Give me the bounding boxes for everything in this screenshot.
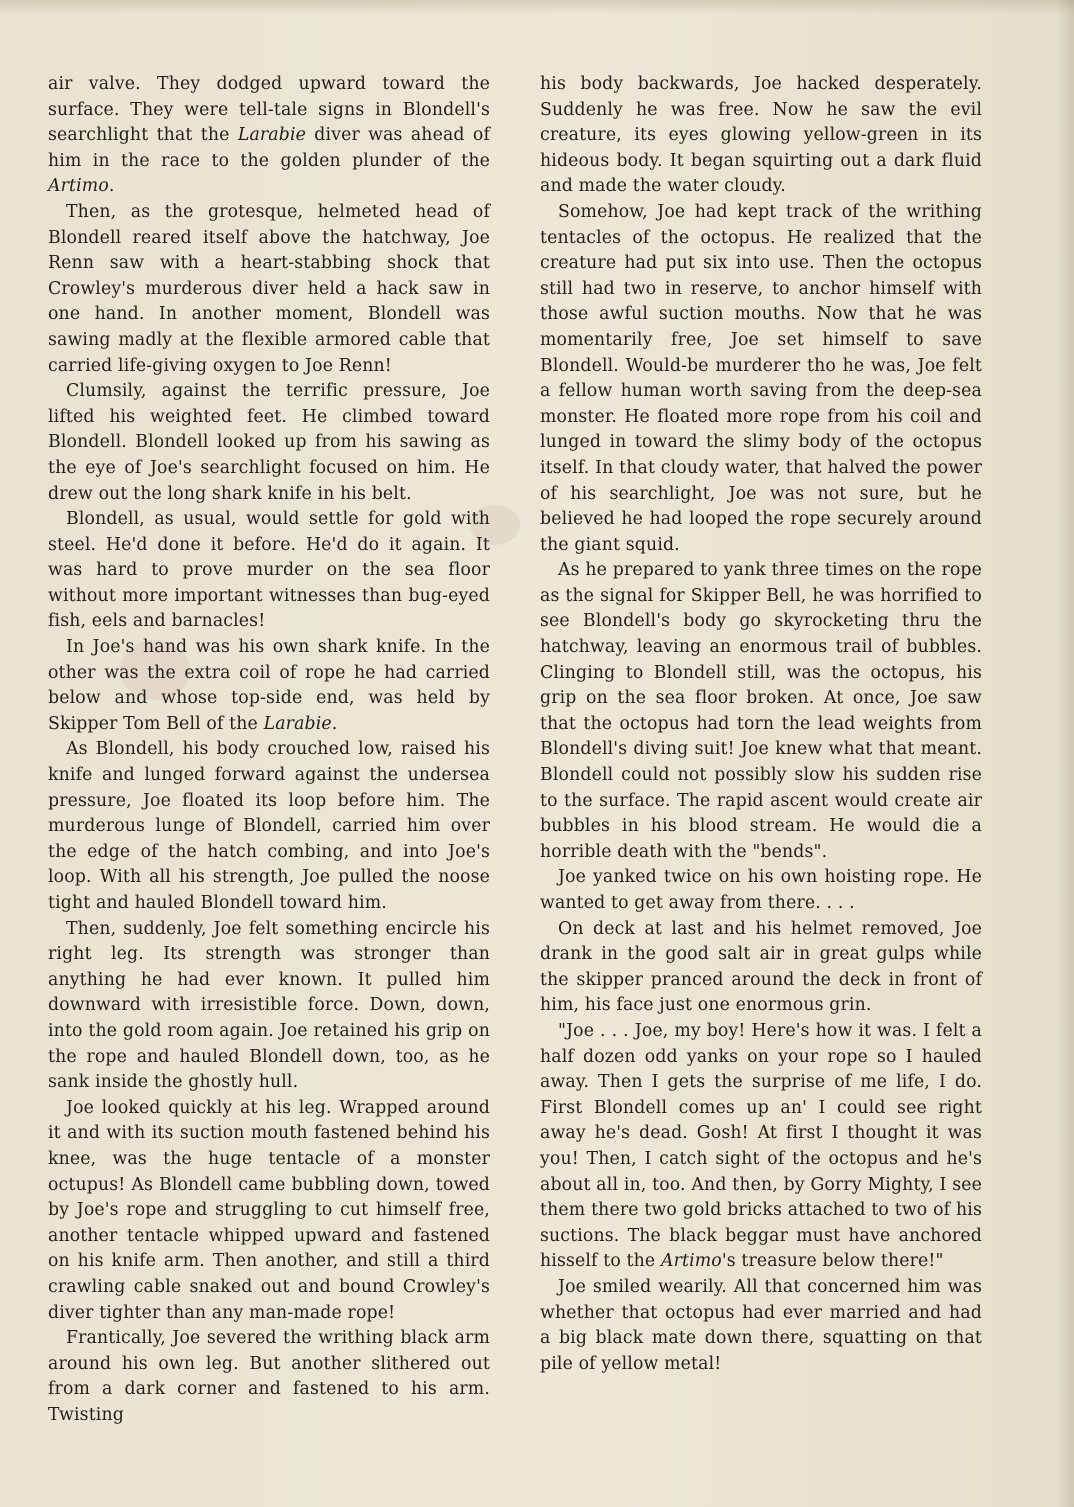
right-text-column (540, 72, 982, 1377)
paragraph: air valve. They dodged upward toward the surface. They were tell-tale signs in Blondell's searchlight that the Larabie diver was ahead of him in the race to the golden plunder of the Artimo. (48, 74, 491, 197)
left-text-column (48, 72, 490, 1428)
paragraph: Joe looked quickly at his leg. Wrapped around it and with its suction mouth fastened behind his knee, was the huge tentacle of a monster octupus! As Blondell came bubbling down, towed by Joe's rope and struggling to cut himself free, another tentacle whipped upward and fastened on his knife arm. Then another, and still a third crawling cable snaked out and bound Crowley's diver tighter than any man-made rope! (48, 1097, 490, 1323)
paragraph: Joe smiled wearily. All that concerned him was whether that octopus had ever married and had a big black mate down there, squatting on that pile of yellow metal! (540, 1276, 982, 1374)
paragraph: On deck at last and his helmet removed, Joe drank in the good salt air in great gulps while the skipper pranced around the deck in front of him, his face just one enormous grin. (540, 918, 982, 1016)
paragraph: Joe yanked twice on his own hoisting rope. He wanted to get away from there. . . . (540, 867, 982, 913)
page-edge-shadow (1056, 0, 1074, 1507)
paragraph: Clumsily, against the terrific pressure, Joe lifted his weighted feet. He climbed toward Blondell. Blondell looked up from his sawing as the eye of Joe's searchlight focused on him. He drew out the long shark knife in his belt. (48, 381, 490, 504)
paragraph: As he prepared to yank three times on the rope as the signal for Skipper Bell, he was horrified to see Blondell's body go skyrocketing thru the hatchway, leaving an enormous trail of bubbles. Clinging to Blondell still, was the octopus, his grip on the sea floor broken. At once, Joe saw that the octopus had torn the lead weights from Blondell's diving suit! Joe knew what that meant. Blondell could not possibly slow his sudden rise to the surface. The rapid ascent would create air bubbles in his blood stream. He would die a horrible death with the "bends". (540, 560, 982, 862)
paragraph: "Joe . . . Joe, my boy! Here's how it was. I felt a half dozen odd yanks on your rope so I hauled away. Then I gets the surprise of me life, I do. First Blondell comes up an' I could see right away he's dead. Gosh! At first I thought it was you! Then, I catch sight of the octopus and he's about all in, too. And then, by Gorry Mighty, I see them there two gold bricks attached to two of his suctions. The black beggar must have anchored hisself to the Artimo's treasure below there!" (540, 1020, 982, 1272)
paragraph: In Joe's hand was his own shark knife. In the other was the extra coil of rope he had carried below and whose top-side end, was held by Skipper Tom Bell of the Larabie. (48, 637, 490, 734)
page-top-shadow (0, 0, 1074, 14)
paragraph: Blondell, as usual, would settle for gold with steel. He'd done it before. He'd do it again. It was hard to prove murder on the sea floor without more important witnesses than bug-eyed fish, eels and barnacles! (48, 509, 490, 632)
paragraph: Frantically, Joe severed the writhing black arm around his own leg. But another slithered out from a dark corner and fastened to his arm. Twisting (48, 1328, 490, 1425)
paragraph: As Blondell, his body crouched low, raised his knife and lunged forward against the undersea pressure, Joe floated its loop before him. The murderous lunge of Blondell, carried him over the edge of the hatch combing, and into Joe's loop. With all his strength, Joe pulled the noose tight and hauled Blondell toward him. (48, 739, 490, 913)
paragraph: his body backwards, Joe hacked desperately. Suddenly he was free. Now he saw the evil creature, its eyes glowing yellow-green in its hideous body. It began squirting out a dark fluid and made the water cloudy. (540, 74, 982, 197)
paragraph: Somehow, Joe had kept track of the writhing tentacles of the octopus. He realized that the creature had put six into use. Then the octopus still had two in reserve, to anchor himself with those awful suction mouths. Now that he was momentarily free, Joe set himself to save Blondell. Would-be murderer tho he was, Joe felt a fellow human worth saving from the deep-sea monster. He floated more rope from his coil and lunged in toward the slimy body of the octopus itself. In that cloudy water, that halved the power of his searchlight, Joe was not sure, but he believed he had looped the rope securely around the giant squid. (540, 201, 982, 555)
paragraph: Then, as the grotesque, helmeted head of Blondell reared itself above the hatchway, Joe Renn saw with a heart-stabbing shock that Crowley's murderous diver held a hack saw in one hand. In another moment, Blondell was sawing madly at the flexible armored cable that carried life-giving oxygen to Joe Renn! (48, 201, 490, 376)
paragraph: Then, suddenly, Joe felt something encircle his right leg. Its strength was stronger than anything he had ever known. It pulled him downward with irresistible force. Down, down, into the gold room again. Joe retained his grip on the rope and hauled Blondell down, too, as he sank inside the ghostly hull. (48, 918, 490, 1093)
